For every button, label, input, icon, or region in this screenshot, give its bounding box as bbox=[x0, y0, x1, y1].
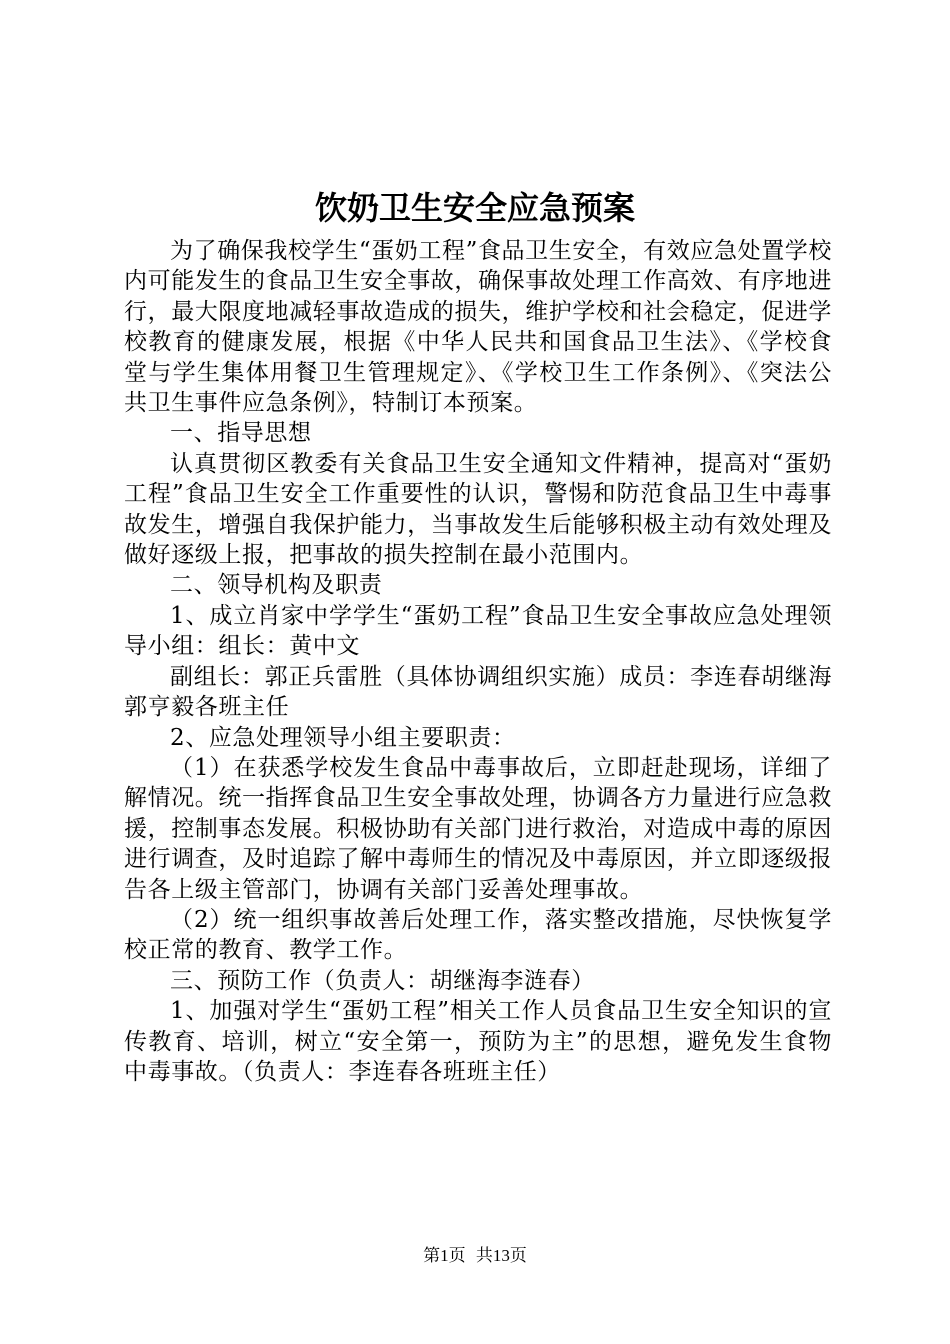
paragraph-intro: 为了确保我校学生“蛋奶工程”食品卫生安全，有效应急处置学校内可能发生的食品卫生安全事故，确保事故处理工作高效、有序地进行，最大限度地减轻事故造成的损失，维护学校和社会稳定，促进学校教育的健康发展，根据《中华人民共和国食品卫生法》、《学校食堂与学生集体用餐卫生管理规定》、《学校卫生工作条例》、《突法公共卫生事件应急条例》，特制订本预案。 bbox=[124, 238, 832, 417]
paragraph-prevention-1: 1、加强对学生“蛋奶工程”相关工作人员食品卫生安全知识的宣传教育、培训，树立“安全第一，预防为主”的思想，避免发生食物中毒事故。（负责人：李连春各班班主任） bbox=[124, 998, 832, 1085]
paragraph-leadership-group: 1、成立肖家中学学生“蛋奶工程”食品卫生安全事故应急处理领导小组：组长：黄中文 bbox=[124, 602, 832, 660]
section-heading-prevention: 三、预防工作（负责人：胡继海李涟春） bbox=[170, 967, 595, 994]
document-title: 饮奶卫生安全应急预案 bbox=[314, 189, 635, 227]
section-heading-guiding-ideology: 一、指导思想 bbox=[170, 420, 312, 447]
document-body bbox=[124, 236, 832, 1087]
paragraph-deputy-leaders: 副组长：郭正兵雷胜（具体协调组织实施）成员：李连春胡继海郭亨毅各班主任 bbox=[124, 663, 832, 721]
page-number: 第1页 bbox=[423, 1246, 466, 1265]
section-heading-leadership: 二、领导机构及职责 bbox=[170, 572, 383, 599]
paragraph-duty-2: （2）统一组织事故善后处理工作，落实整改措施，尽快恢复学校正常的教育、教学工作。 bbox=[124, 906, 832, 964]
paragraph-duty-1: （1）在获悉学校发生食品中毒事故后，立即赶赴现场，详细了解情况。统一指挥食品卫生安全事故处理，协调各方力量进行应急救援，控制事态发展。积极协助有关部门进行救治，对造成中毒的原因进行调查，及时追踪了解中毒师生的情况及中毒原因，并立即逐级报告各上级主管部门，协调有关部门妥善处理事故。 bbox=[124, 754, 832, 903]
paragraph-guiding-ideology: 认真贯彻区教委有关食品卫生安全通知文件精神，提高对“蛋奶工程”食品卫生安全工作重要性的认识，警惕和防范食品卫生中毒事故发生，增强自我保护能力，当事故发生后能够积极主动有效处理及做好逐级上报，把事故的损失控制在最小范围内。 bbox=[124, 450, 832, 569]
paragraph-duties-heading: 2、应急处理领导小组主要职责： bbox=[170, 724, 516, 751]
page-footer bbox=[0, 1244, 950, 1268]
total-pages: 共13页 bbox=[475, 1246, 527, 1265]
